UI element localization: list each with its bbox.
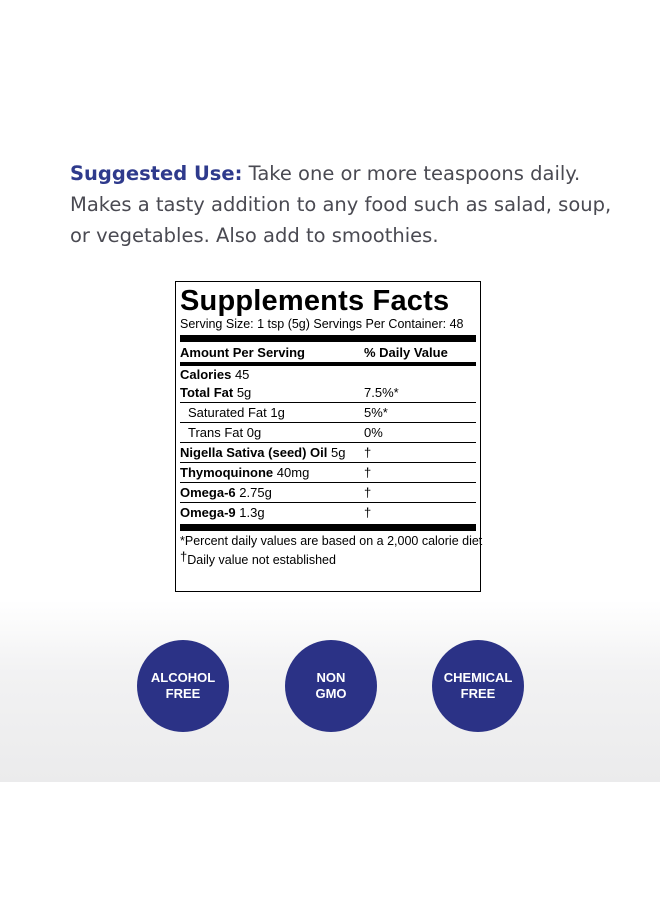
badge-line-2: FREE [460,686,496,701]
nutrient-dv: † [364,505,372,520]
nutrient-dv: 5%* [364,405,388,420]
calories-value: 45 [234,367,250,382]
alcohol-free-badge [137,640,229,732]
nutrient-amount: 40mg [276,465,310,480]
chemical-free-badge [432,640,524,732]
nutrient-amount: 0g [246,425,262,440]
nutrient-dv: 7.5%* [364,385,399,400]
badge-line-1: NON [316,670,346,685]
nutrient-label: Saturated Fat [188,405,267,420]
nutrient-label: Nigella Sativa (seed) Oil [180,445,328,460]
dagger-mark: † [180,549,188,564]
nutrient-label: Trans Fat [188,425,244,440]
suggested-use-line-1 [70,158,630,189]
nutrient-dv: † [364,485,372,500]
thymoquinone-row [180,463,476,482]
saturated-fat-row [180,403,476,422]
nutrient-amount: 5g [331,445,346,460]
divider [180,335,476,342]
supplement-facts-title: Supplements Facts [180,285,450,317]
daily-value-header: % Daily Value [364,344,448,360]
nutrient-amount: 2.75g [239,485,272,500]
suggested-use-line-3: or vegetables. Also add to smoothies. [70,224,439,247]
nutrient-dv: 0% [364,425,383,440]
nutrient-label: Total Fat [180,385,234,400]
nutrient-label: Omega-6 [180,485,236,500]
supplement-facts-panel [175,281,481,592]
suggested-use-line-2: Makes a tasty addition to any food such as salad, soup, [70,193,612,216]
nutrient-label: Thymoquinone [180,465,274,480]
footnote-dagger [180,549,476,568]
nutrient-dv: † [364,445,372,460]
badge-line-2: FREE [165,686,201,701]
suggested-use-line-1-text: Take one or more teaspoons daily. [242,162,581,185]
calories-row [180,366,476,383]
nutrient-dv: † [364,465,372,480]
nutrient-amount: 1g [270,405,285,420]
omega-9-row [180,503,476,522]
badge-line-1: ALCOHOL [150,670,216,685]
calories-label: Calories [180,367,232,382]
nutrient-amount: 1.3g [239,505,265,520]
total-fat-row [180,383,476,402]
divider [180,524,476,531]
suggested-use-heading: Suggested Use: [70,162,243,185]
badge-line-2: GMO [315,686,347,701]
non-gmo-badge [285,640,377,732]
nutrient-label: Omega-9 [180,505,236,520]
facts-header-row [180,342,476,362]
omega-6-row [180,483,476,502]
trans-fat-row [180,423,476,442]
footnote-dagger-text: Daily value not established [187,553,336,567]
amount-per-serving-header: Amount Per Serving [180,344,305,360]
serving-info: Serving Size: 1 tsp (5g) Servings Per Container: 48 [180,317,464,331]
nigella-oil-row [180,443,476,462]
badge-line-1: CHEMICAL [443,670,513,685]
suggested-use-text [70,158,630,251]
footnote-percent: *Percent daily values are based on a 2,000 calorie diet [180,534,483,548]
nutrient-amount: 5g [236,385,252,400]
